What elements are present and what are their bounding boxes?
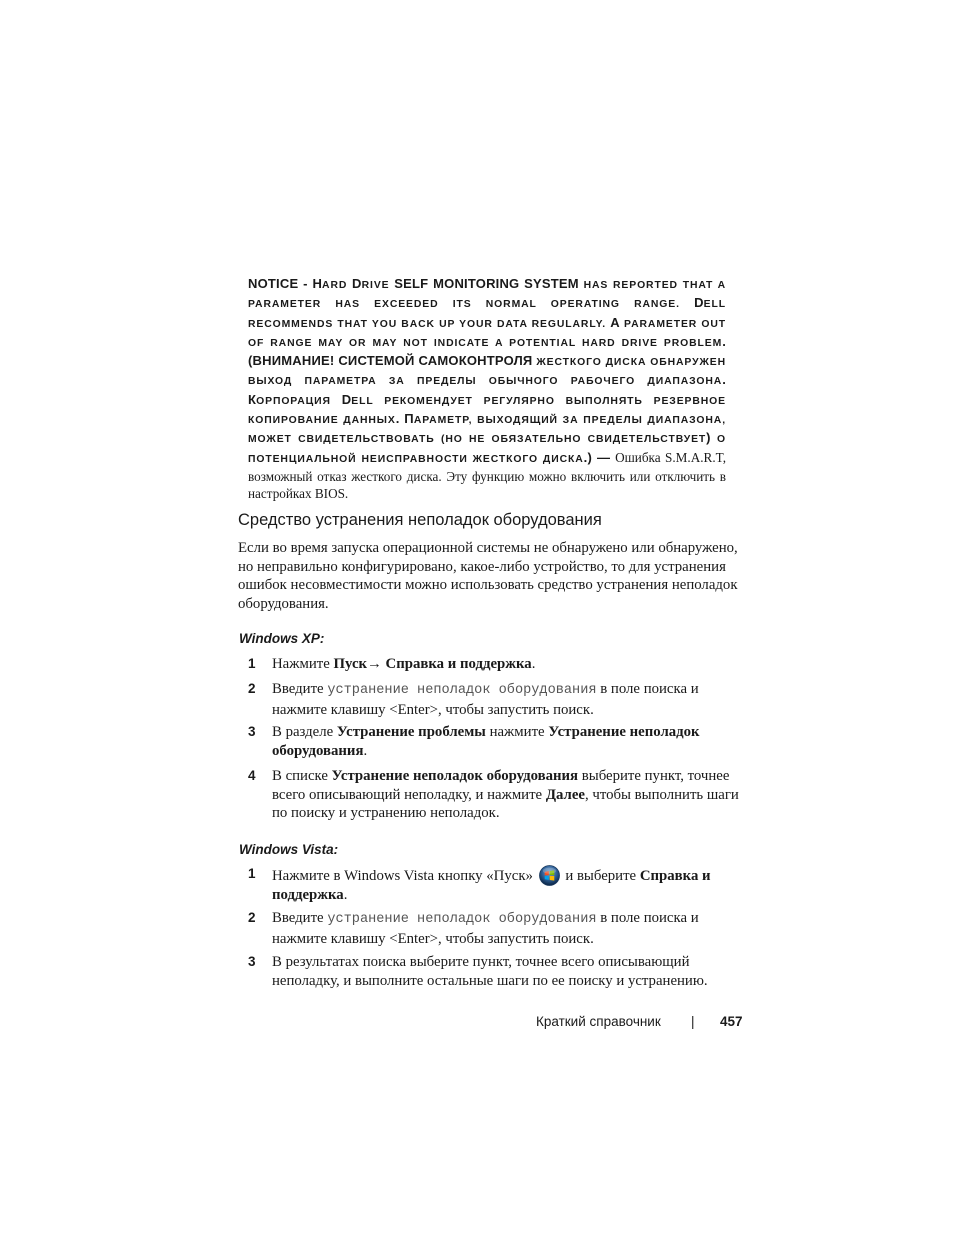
bold-term: Далее	[545, 786, 585, 803]
search-term-code: устранение неполадок оборудования	[327, 683, 597, 698]
notice-text: ELL RECOMMENDS THAT YOU BACK UP YOUR DATA REGULARLY.	[248, 299, 726, 330]
menu-help-label: Справка и поддержка	[385, 656, 532, 672]
arrow-icon: →	[367, 656, 386, 672]
step-text-part: .	[363, 742, 368, 759]
step-text-part: В списке	[272, 768, 332, 784]
intro-paragraph: Если во время запуска операционной системы не обнаружено или обнаружено, но неправильно конфигурировано, какое-либо устройство, то для устранения ошибок несовместимости можно использовать средство устранения неполадок оборудования.	[238, 540, 738, 613]
step-text-part: нажмите	[485, 724, 549, 740]
notice-text: НО НЕ ОБЯЗАТЕЛЬНО СВИДЕТЕЛЬСТВУЕТ	[445, 434, 707, 446]
step-text-part: В разделе	[272, 724, 337, 740]
windows-xp-heading: Windows XP:	[239, 631, 325, 646]
notice-text: . (ВНИМАНИЕ! СИСТЕМОЙ САМОКОНТРОЛЯ	[248, 333, 726, 369]
step-text	[272, 723, 742, 760]
page-number: 457	[720, 1014, 743, 1029]
notice-text: ARD	[322, 280, 353, 291]
notice-text: .) —	[583, 449, 616, 465]
step-text	[272, 865, 742, 905]
step-text-part: в поле поиска и нажмите клавишу <Enter>, чтобы запустить поиск.	[272, 910, 699, 947]
notice-dash: -	[298, 276, 313, 291]
step-text-part: Нажмите	[272, 656, 334, 672]
notice-text: PARAMETER OUT OF RANGE MAY OR MAY NOT INDICATE A POTENTIAL HARD DRIVE PROBLEM	[248, 318, 727, 349]
bold-term: Устранение неполадок оборудования	[272, 724, 700, 759]
notice-text: H	[312, 276, 323, 291]
step-number: 4	[248, 768, 256, 783]
bold-term: Устранение проблемы	[336, 724, 486, 740]
footer-separator: |	[691, 1014, 695, 1029]
step-number: 3	[248, 954, 256, 969]
notice-text: АРАМЕТР	[413, 415, 469, 427]
step-number: 3	[248, 724, 256, 739]
search-term-code: устранение неполадок оборудования	[327, 912, 597, 927]
step-text: В результатах поиска выберите пункт, точнее всего описывающий неполадку, и выполните остальные шаги по ее поиску и устранению.	[272, 954, 708, 989]
step-text	[272, 767, 742, 823]
notice-text: SELF MONITORING SYSTEM	[394, 276, 579, 291]
notice-text: ELL	[351, 395, 385, 407]
notice-text: HAS REPORTED THAT A PARAMETER HAS EXCEEDED ITS NORMAL OPERATING RANGE.	[248, 280, 727, 311]
bold-term: Устранение неполадок оборудования	[331, 768, 579, 784]
windows-vista-heading: Windows Vista:	[239, 842, 339, 857]
step-text	[272, 680, 742, 719]
step-text-part: Нажмите в Windows Vista кнопку «Пуск»	[272, 868, 537, 884]
step-number: 2	[248, 910, 256, 925]
menu-help-label: Справка и поддержка	[272, 868, 711, 903]
step-text	[272, 909, 742, 948]
step-text-part: в поле поиска и нажмите клавишу <Enter>, чтобы запустить поиск.	[272, 681, 699, 718]
step-number: 2	[248, 681, 256, 696]
step-text-part: выберите пункт, точнее всего описывающий неполадку, и нажмите	[272, 768, 730, 803]
step-number: 1	[248, 866, 256, 881]
notice-text: D	[694, 295, 704, 311]
notice-label: NOTICE	[248, 276, 299, 291]
notice-text: . К	[248, 372, 726, 407]
notice-text: RIVE	[361, 280, 395, 291]
windows-start-orb-icon	[539, 865, 560, 886]
step-text-part: Введите	[272, 910, 328, 926]
step-text-part: .	[531, 656, 536, 672]
notice-text: . П	[395, 411, 414, 427]
notice-text: ОРПОРАЦИЯ	[256, 395, 342, 407]
notice-text: , ВЫХОДЯЩИЙ ЗА ПРЕДЕЛЫ ДИАПАЗОНА, МОЖЕТ СВИДЕТЕЛЬСТВОВАТЬ (	[248, 415, 726, 446]
menu-start-label: Пуск	[333, 656, 368, 672]
step-text-part: , чтобы выполнить шаги по поиску и устранению неполадок.	[272, 786, 739, 822]
step-text-part: и выберите	[561, 868, 640, 884]
step-number: 1	[248, 656, 256, 671]
page-footer	[536, 1014, 742, 1034]
notice-plain-text: Ошибка S.M.A.R.T, возможный отказ жесткого диска. Эту функцию можно включить или отключить в настройках BIOS.	[248, 449, 726, 502]
step-text-part: .	[343, 887, 348, 903]
notice-text: D	[341, 391, 352, 407]
notice-text: О ПОТЕНЦИАЛЬНОЙ НЕИСПРАВНОСТИ ЖЕСТКОГО ДИСКА	[248, 434, 726, 465]
footer-section-title: Краткий справочник	[536, 1014, 661, 1029]
notice-text: D	[352, 276, 362, 291]
notice-text: ЖЕСТКОГО ДИСКА ОБНАРУЖЕН ВЫХОД ПАРАМЕТРА ЗА ПРЕДЕЛЫ ОБЫЧНОГО РАБОЧЕГО ДИАПАЗОНА	[248, 357, 726, 388]
notice-block	[248, 275, 726, 503]
step-text-part: Введите	[272, 681, 328, 697]
notice-text: A	[610, 314, 620, 330]
step-text	[272, 655, 742, 674]
notice-text: РЕКОМЕНДУЕТ РЕГУЛЯРНО ВЫПОЛНЯТЬ РЕЗЕРВНОЕ КОПИРОВАНИЕ ДАННЫХ	[248, 395, 726, 427]
section-heading: Средство устранения неполадок оборудования	[238, 511, 602, 529]
notice-text: )	[706, 430, 718, 446]
